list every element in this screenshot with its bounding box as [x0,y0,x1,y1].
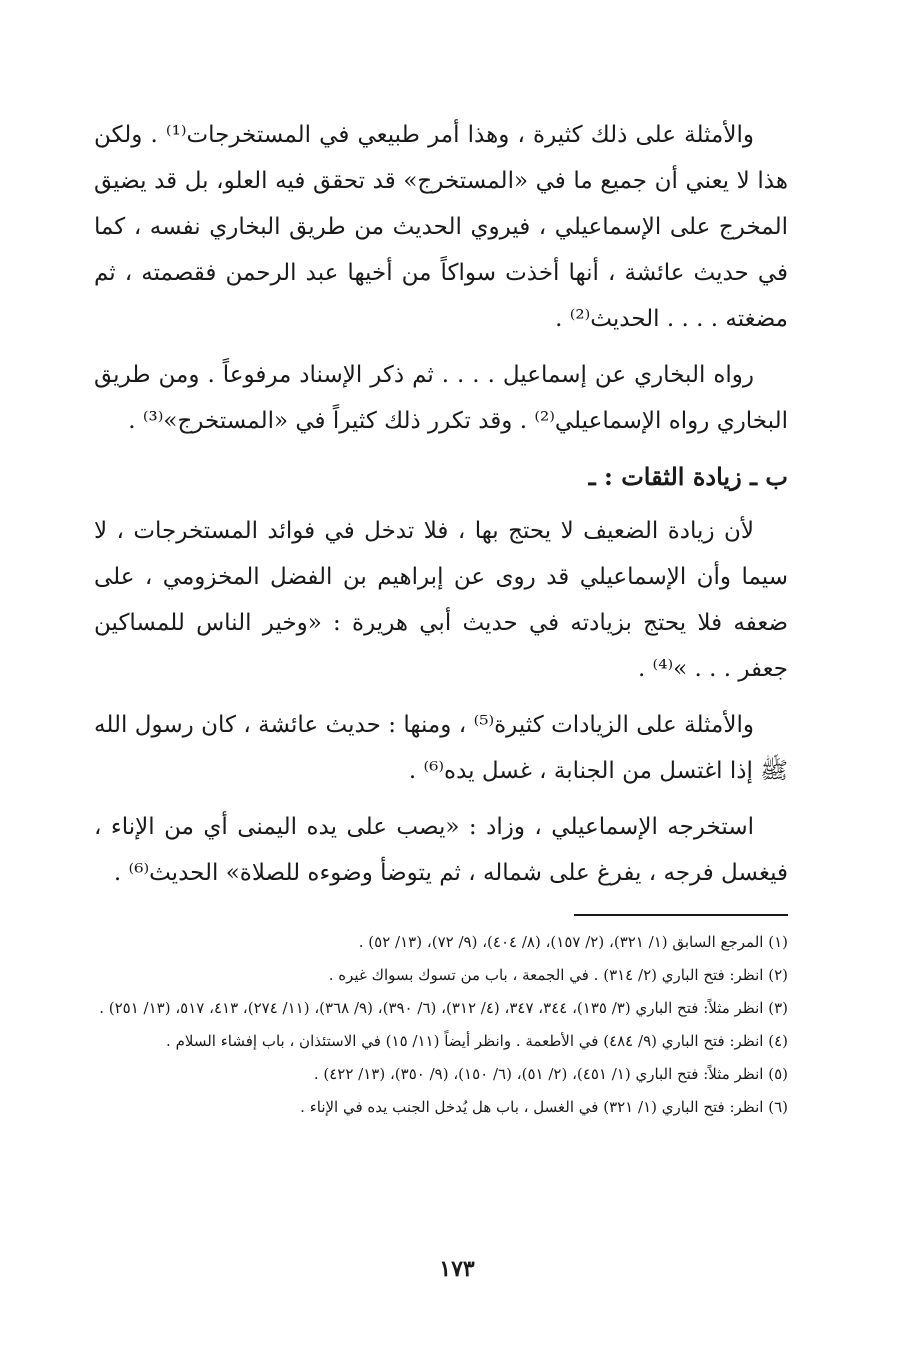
footnote-4: (٤) انظر: فتح الباري (٩/ ٤٨٤) في الأطعمة . وانظر أيضاً (١١/ ١٥) في الاستئذان ، باب إفشاء السلام . [166,1032,788,1050]
page-number: ١٧٣ [439,1256,475,1282]
paragraph-1: والأمثلة على ذلك كثيرة ، وهذا أمر طبيعي في المستخرجات⁽¹⁾ . ولكن هذا لا يعني أن جميع ما في «المستخرج» قد تحقق فيه العلو، بل قد يضيق المخرج على الإسماعيلي ، فيروي الحديث من طريق البخاري نفسه ، كما في حديث عائشة ، أنها أخذت سواكاً من أخيها عبد الرحمن فقصمته ، ثم مضغته . . . . الحديث⁽²⁾ . [94,122,788,332]
footnotes [94,928,788,1122]
footnote-divider [574,914,788,916]
paragraph-2: رواه البخاري عن إسماعيل . . . . ثم ذكر الإسناد مرفوعاً . ومن طريق البخاري رواه الإسماعيلي⁽²⁾ . وقد تكرر ذلك كثيراً في «المستخرج»⁽³⁾ . [94,362,788,434]
footnote-3: (٣) انظر مثلاً: فتح الباري (٣/ ١٣٥)، ٣٤٤، ٣٤٧، (٤/ ٣١٢)، (٦/ ٣٩٠)، (٩/ ٣٦٨)، (١١/ ٢٧٤)، ٤١٣، ٥١٧، (١٣/ ٢٥١) . [99,999,788,1017]
footnote-6: (٦) انظر: فتح الباري (١/ ٣٢١) في الغسل ، باب هل يُدخل الجنب يده في الإناء . [300,1098,788,1116]
paragraph-3: لأن زيادة الضعيف لا يحتج بها ، فلا تدخل في فوائد المستخرجات ، لا سيما وأن الإسماعيلي قد روى عن إبراهيم بن الفضل المخزومي ، على ضعفه فلا يحتج بزيادته في حديث أبي هريرة : «وخير الناس للمساكين جعفر . . . »⁽⁴⁾ . [94,518,788,682]
footnote-5: (٥) انظر مثلاً: فتح الباري (١/ ٤٥١)، (٢/ ٥١)، (٦/ ١٥٠)، (٩/ ٣٥٠)، (١٣/ ٤٢٢) . [313,1065,788,1083]
paragraph-4: والأمثلة على الزيادات كثيرة⁽⁵⁾ ، ومنها : حديث عائشة ، كان رسول الله ﷺ إذا اغتسل من الجنابة ، غسل يده⁽⁶⁾ . [94,712,788,784]
page-content [94,112,788,1126]
footnote-2: (٢) انظر: فتح الباري (٢/ ٣١٤) . في الجمعة ، باب من تسوك بسواك غيره . [328,966,788,984]
paragraph-5: استخرجه الإسماعيلي ، وزاد : «يصب على يده اليمنى أي من الإناء ، فيغسل فرجه ، يفرغ على شماله ، ثم يتوضأ وضوءه للصلاة» الحديث⁽⁶⁾ . [94,814,788,886]
section-heading: ب ـ زيادة الثقات : ـ [588,462,788,491]
footnote-1: (١) المرجع السابق (١/ ٣٢١)، (٢/ ١٥٧)، (٨/ ٤٠٤)، (٩/ ٧٢)، (١٣/ ٥٢) . [358,933,788,951]
